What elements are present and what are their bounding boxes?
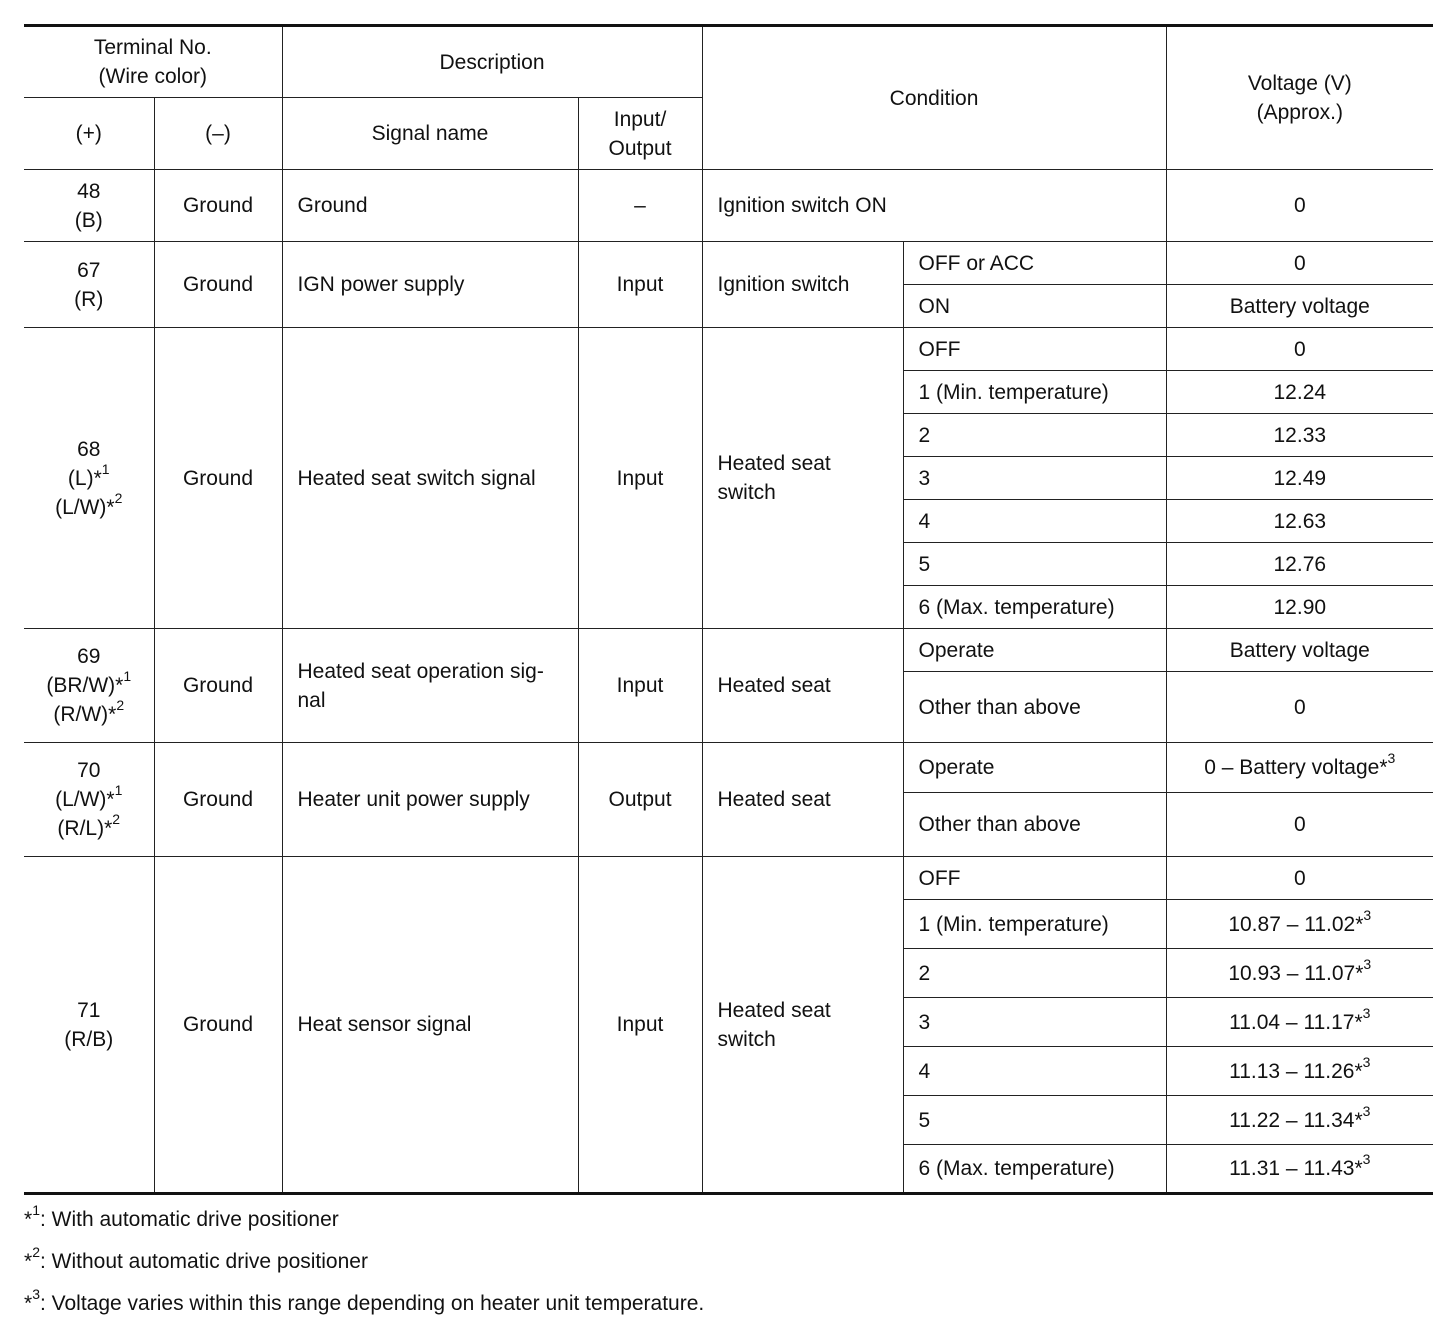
footnote-mark: * [104, 817, 113, 840]
footnote-text: : Voltage varies within this range depending on heater unit temperature. [39, 1292, 705, 1315]
state-cell: OFF [903, 328, 1166, 371]
footnote-mark: * [1354, 1108, 1363, 1132]
io-cell: Input [578, 242, 702, 328]
footnote-number: 3 [1362, 1102, 1371, 1119]
footnote-mark: * [24, 1250, 33, 1273]
footnote-3 [24, 1286, 705, 1331]
state-cell: 1 (Min. temperature) [903, 900, 1166, 949]
wire-color: (L/W) [55, 788, 107, 811]
condition-cell: Ignition switch [702, 242, 903, 328]
table-row [24, 857, 1433, 900]
state-cell: OFF [903, 857, 1166, 900]
voltage-value: 10.87 – 11.02 [1228, 912, 1356, 936]
io-cell: Input [578, 328, 702, 629]
footnote-number: 3 [1362, 1151, 1371, 1167]
footnote-number: 2 [114, 489, 123, 506]
footnote-mark: * [115, 674, 124, 697]
voltage-cell: 0 [1166, 672, 1433, 743]
state-cell: 3 [903, 998, 1166, 1047]
voltage-header: Voltage (V) (Approx.) [1166, 26, 1433, 170]
terminal-number: 68 [77, 437, 101, 461]
voltage-cell: 12.24 [1166, 371, 1433, 414]
voltage-cell: 0 [1166, 857, 1433, 900]
voltage-cell: Battery voltage [1166, 629, 1433, 672]
wire-color: (R/W) [53, 703, 109, 726]
terminal-cell: 48 (B) [24, 170, 154, 242]
io-header: Input/ Output [578, 98, 702, 170]
state-cell: Other than above [903, 672, 1166, 743]
state-cell: 4 [903, 500, 1166, 543]
voltage-cell [1166, 900, 1433, 949]
state-cell: Other than above [903, 793, 1166, 857]
state-cell: 1 (Min. temperature) [903, 371, 1166, 414]
footnote-mark: * [93, 466, 102, 490]
voltage-value: 11.04 – 11.17 [1229, 1010, 1355, 1034]
footnote-mark: * [1354, 1157, 1363, 1180]
table-row [24, 328, 1433, 371]
terminal-cell [24, 629, 154, 743]
footnote-mark: * [24, 1208, 33, 1231]
signal-cell: Heated seat operation sig- nal [282, 629, 578, 743]
state-cell: 6 (Max. temperature) [903, 1145, 1166, 1194]
state-cell: Operate [903, 743, 1166, 793]
wire-color: (BR/W) [46, 674, 116, 697]
state-cell: 2 [903, 949, 1166, 998]
minus-cell: Ground [154, 629, 282, 743]
terminal-cell [24, 328, 154, 629]
footnote-number: 3 [1363, 906, 1372, 923]
footnote-mark: * [106, 495, 115, 519]
plus-header: (+) [24, 98, 154, 170]
voltage-cell [1166, 949, 1433, 998]
voltage-cell: 12.33 [1166, 414, 1433, 457]
io-cell: – [578, 170, 702, 242]
footnote-number: 2 [116, 697, 125, 713]
footnote-mark: * [1354, 1059, 1363, 1083]
voltage-cell [1166, 1096, 1433, 1145]
terminal-number: 69 [77, 645, 101, 668]
wire-color: (R/L) [57, 817, 105, 840]
terminal-cell: 67 (R) [24, 242, 154, 328]
footnote-mark: * [1379, 756, 1388, 779]
state-cell: 5 [903, 543, 1166, 586]
signal-cell: Heated seat switch signal [282, 328, 578, 629]
condition-cell: Heated seat [702, 743, 903, 857]
terminal-header: Terminal No. (Wire color) [24, 26, 282, 98]
voltage-cell: 0 [1166, 242, 1433, 285]
state-cell: 4 [903, 1047, 1166, 1096]
condition-header: Condition [702, 26, 1166, 170]
footnote-text: : With automatic drive positioner [39, 1208, 339, 1231]
footnote-number: 3 [32, 1286, 40, 1302]
state-cell: 3 [903, 457, 1166, 500]
footnote-number: 3 [1362, 1004, 1371, 1021]
voltage-cell: 0 [1166, 170, 1433, 242]
voltage-cell: 12.76 [1166, 543, 1433, 586]
terminal-cell [24, 743, 154, 857]
signal-cell: IGN power supply [282, 242, 578, 328]
table-row [24, 629, 1433, 672]
footnote-mark: * [108, 703, 117, 726]
condition-cell: Heated seat switch [702, 857, 903, 1194]
voltage-value: 10.93 – 11.07 [1228, 961, 1356, 985]
wire-color: (L) [67, 466, 94, 490]
footnote-mark: * [1355, 961, 1364, 985]
minus-cell: Ground [154, 242, 282, 328]
footnote-number: 3 [1363, 955, 1372, 972]
voltage-cell: 0 [1166, 328, 1433, 371]
voltage-cell: 12.90 [1166, 586, 1433, 629]
voltage-value: 0 – Battery voltage [1204, 756, 1380, 779]
table-row [24, 242, 1433, 285]
footnote-number: 2 [112, 811, 121, 827]
terminal-cell: 71 (R/B) [24, 857, 154, 1194]
footnote-mark: * [106, 788, 115, 811]
terminal-table [24, 24, 1433, 1195]
minus-cell: Ground [154, 328, 282, 629]
condition-cell: Heated seat [702, 629, 903, 743]
footnote-2 [24, 1244, 704, 1289]
signal-cell: Heat sensor signal [282, 857, 578, 1194]
voltage-cell [1166, 1047, 1433, 1096]
voltage-cell [1166, 743, 1433, 793]
io-cell: Input [578, 629, 702, 743]
footnote-mark: * [1354, 1010, 1363, 1034]
state-cell: ON [903, 285, 1166, 328]
wire-color: (L/W) [55, 495, 107, 519]
footnote-number: 3 [1362, 1053, 1371, 1070]
state-cell: OFF or ACC [903, 242, 1166, 285]
footnote-number: 3 [1387, 750, 1396, 766]
signal-name-header: Signal name [282, 98, 578, 170]
footnote-number: 1 [101, 460, 110, 477]
footnote-number: 1 [114, 782, 123, 798]
voltage-value: 11.13 – 11.26 [1229, 1059, 1355, 1083]
condition-cell: Ignition switch ON [702, 170, 1166, 242]
description-header: Description [282, 26, 702, 98]
footnote-mark: * [24, 1292, 33, 1315]
state-cell: 6 (Max. temperature) [903, 586, 1166, 629]
signal-cell: Ground [282, 170, 578, 242]
minus-cell: Ground [154, 743, 282, 857]
io-cell: Output [578, 743, 702, 857]
footnote-mark: * [1355, 912, 1364, 936]
minus-cell: Ground [154, 170, 282, 242]
voltage-cell: 0 [1166, 793, 1433, 857]
footnotes [24, 1202, 705, 1331]
voltage-value: 11.31 – 11.43 [1229, 1157, 1355, 1180]
footnote-number: 1 [123, 668, 132, 684]
voltage-value: 11.22 – 11.34 [1229, 1108, 1355, 1132]
state-cell: Operate [903, 629, 1166, 672]
footnote-1 [24, 1202, 704, 1247]
condition-cell: Heated seat switch [702, 328, 903, 629]
state-cell: 5 [903, 1096, 1166, 1145]
table-row [24, 170, 1433, 242]
footnote-number: 2 [32, 1244, 40, 1260]
footnote-number: 1 [32, 1202, 40, 1218]
terminal-number: 70 [77, 759, 101, 782]
voltage-cell: Battery voltage [1166, 285, 1433, 328]
signal-cell: Heater unit power supply [282, 743, 578, 857]
voltage-cell [1166, 1145, 1433, 1194]
state-cell: 2 [903, 414, 1166, 457]
io-cell: Input [578, 857, 702, 1194]
voltage-cell: 12.49 [1166, 457, 1433, 500]
minus-header: (–) [154, 98, 282, 170]
table-row [24, 743, 1433, 793]
voltage-cell [1166, 998, 1433, 1047]
footnote-text: : Without automatic drive positioner [39, 1250, 368, 1273]
minus-cell: Ground [154, 857, 282, 1194]
voltage-cell: 12.63 [1166, 500, 1433, 543]
